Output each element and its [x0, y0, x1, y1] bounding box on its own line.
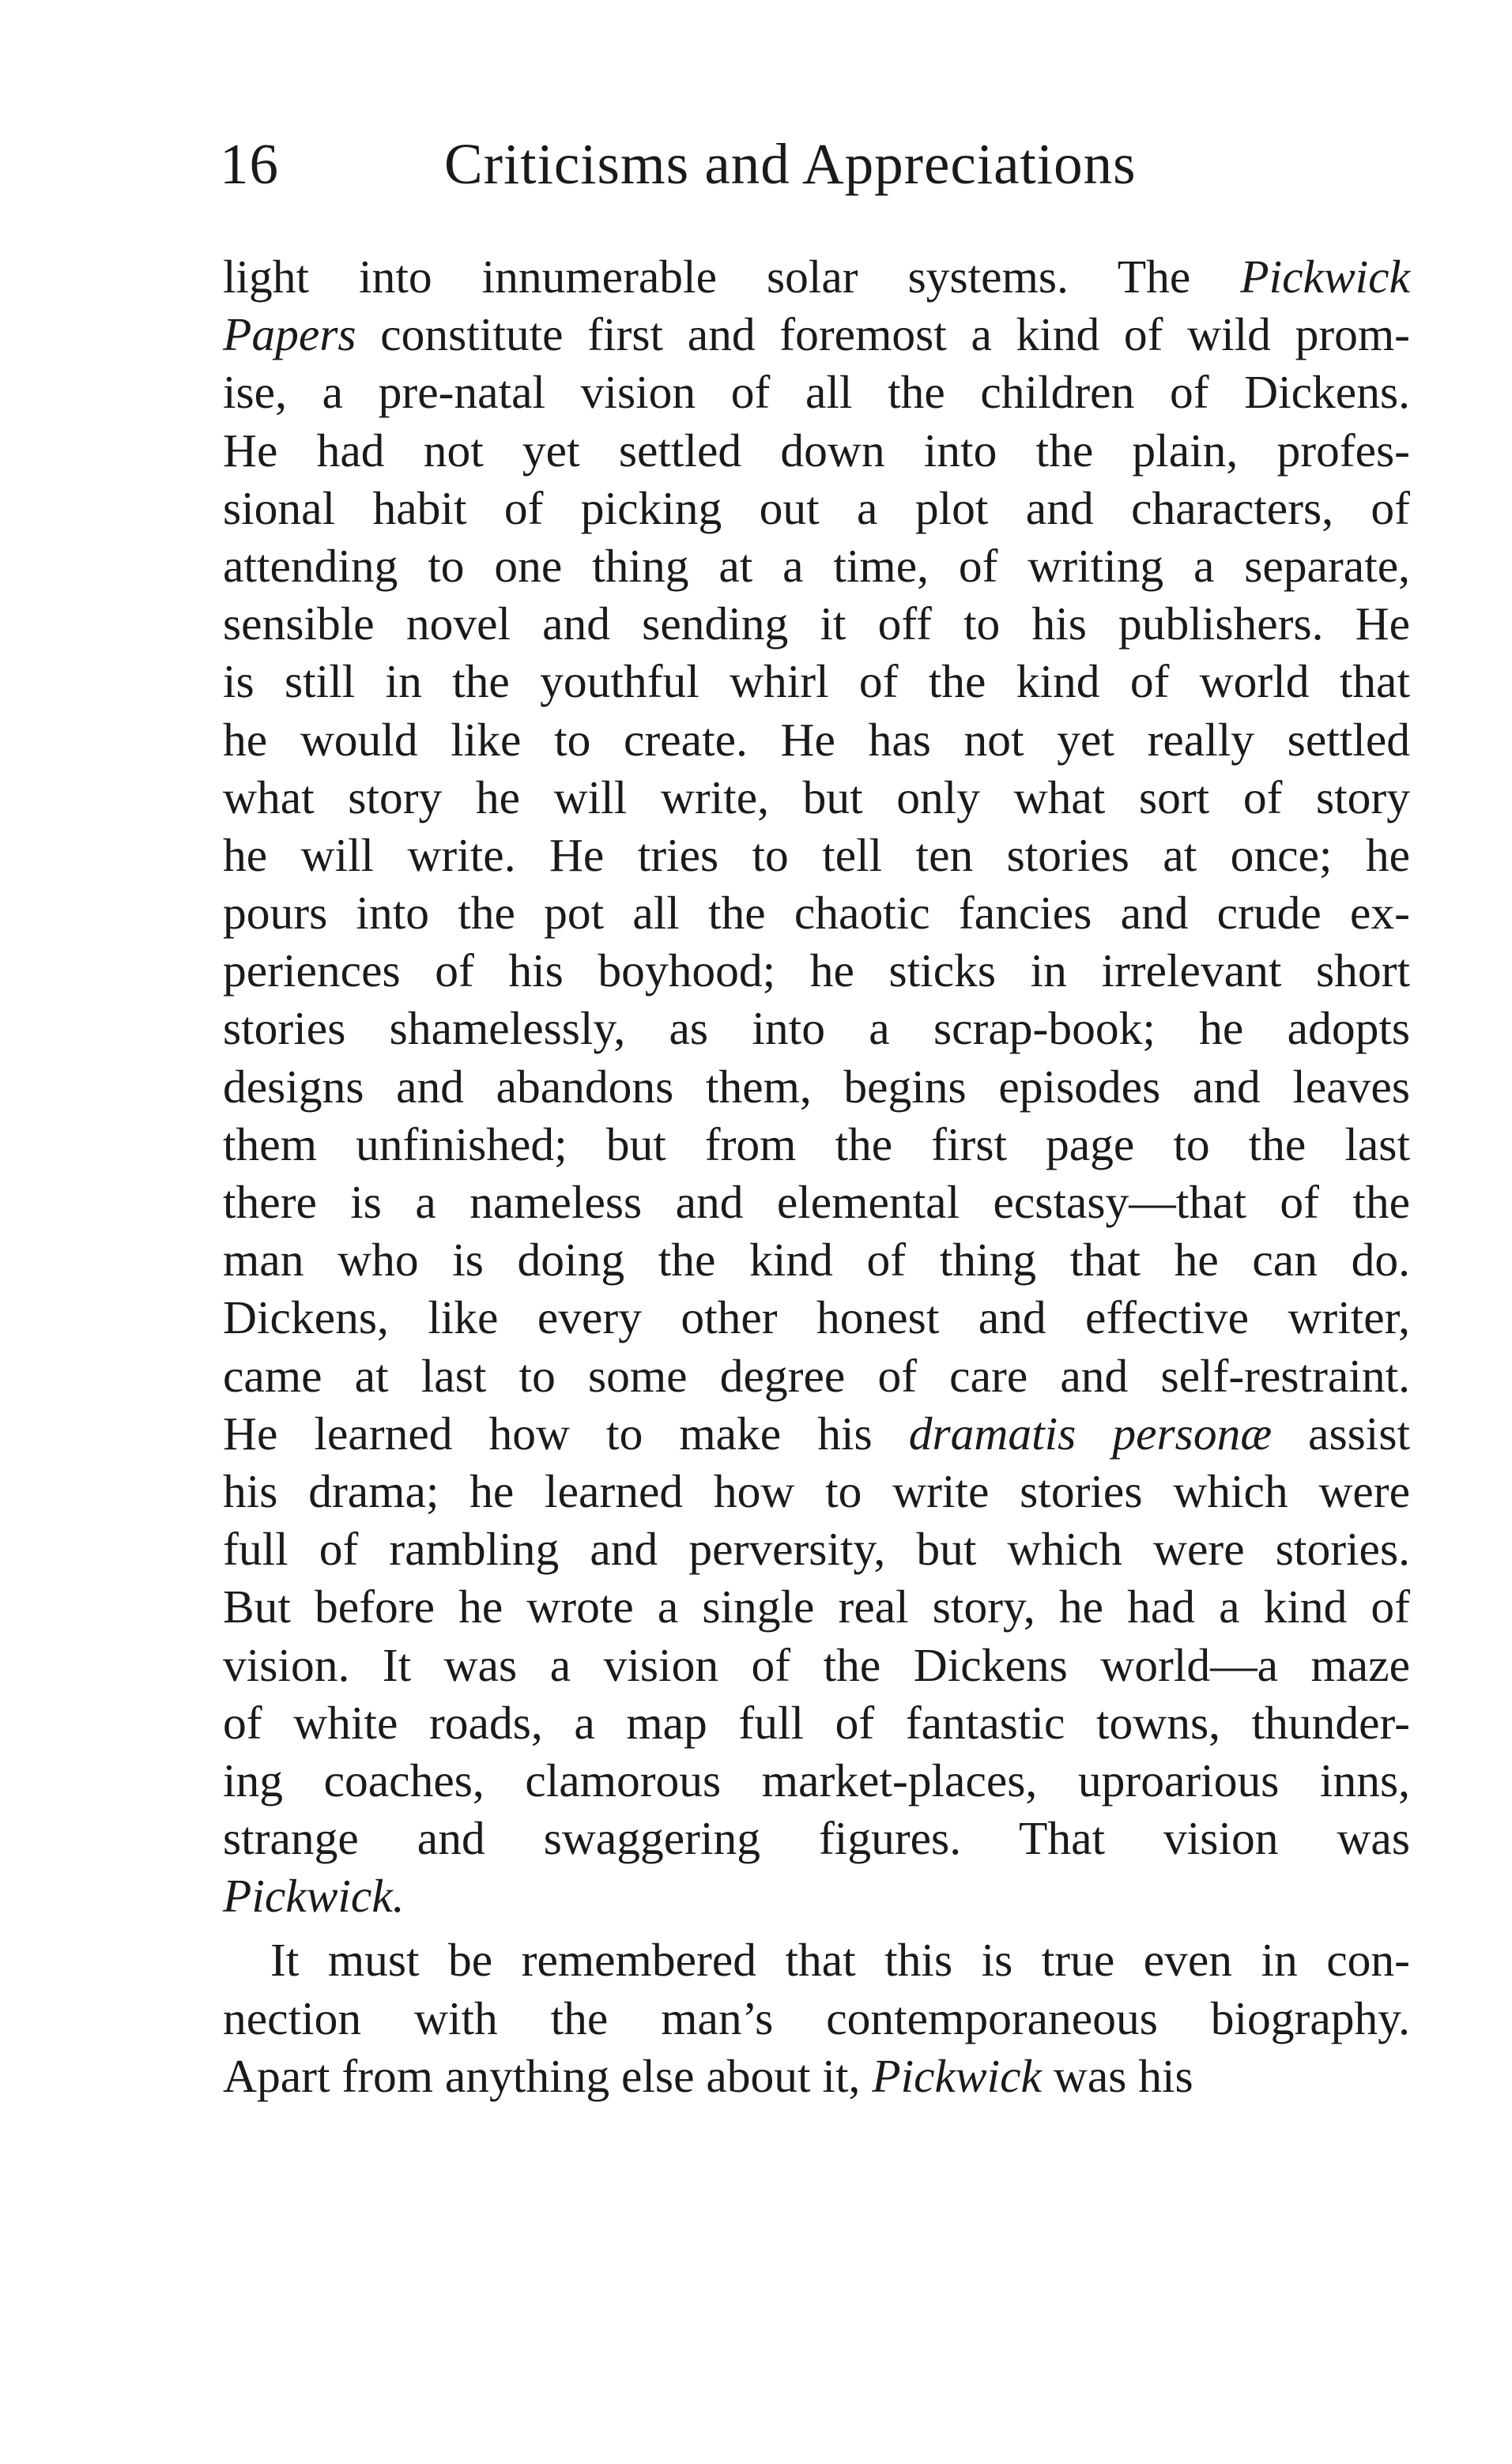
text-line [223, 2048, 1410, 2105]
italic-text: dramatis personæ [908, 1407, 1273, 1460]
text-line [223, 1231, 1410, 1289]
text-line [223, 1867, 1410, 1925]
text-line [223, 884, 1410, 942]
text-line [223, 1810, 1410, 1867]
text-segment: came at last to some degree of care and self-restraint. [223, 1349, 1410, 1402]
text-segment: ing coaches, clamorous market-places, uproarious inns, [223, 1754, 1410, 1807]
paragraph [223, 248, 1410, 1925]
text-line [223, 248, 1410, 306]
text-segment: full of rambling and perversity, but which were stories. [223, 1523, 1410, 1576]
text-segment: But before he wrote a single real story, he had a kind of [223, 1581, 1410, 1633]
text-segment: he would like to create. He has not yet really settled [223, 713, 1410, 766]
text-line [223, 1931, 1410, 1989]
italic-text: Pickwick. [223, 1870, 405, 1923]
text-line [223, 595, 1410, 653]
text-segment: there is a nameless and elemental ecstasy—that of the [223, 1176, 1410, 1228]
italic-text: Papers [223, 308, 356, 361]
text-segment: man who is doing the kind of thing that he can do. [223, 1234, 1410, 1287]
text-segment: nection with the man’s contemporaneous biography. [223, 1991, 1410, 2044]
text-line [223, 1463, 1410, 1520]
text-line [223, 480, 1410, 537]
running-title: Criticisms and Appreciations [444, 132, 1137, 196]
text-segment: ise, a pre-natal vision of all the children of Dickens. [223, 366, 1410, 419]
text-line [223, 1990, 1410, 2048]
text-line [223, 1174, 1410, 1231]
text-segment: his drama; he learned how to write stories which were [223, 1464, 1410, 1517]
text-line [223, 537, 1410, 595]
text-segment: designs and abandons them, begins episodes and leaves [223, 1060, 1410, 1113]
page-number: 16 [220, 132, 279, 196]
text-line [223, 364, 1410, 421]
paragraph-gap [223, 1925, 1410, 1931]
text-segment: sional habit of picking out a plot and characters, of [223, 481, 1410, 534]
italic-text: Pickwick [872, 2049, 1042, 2102]
text-segment: sensible novel and sending it off to his publishers. He [223, 597, 1410, 650]
text-line [223, 942, 1410, 1000]
text-segment: He learned how to make his [223, 1407, 909, 1460]
text-segment: strange and swaggering figures. That vision was [223, 1812, 1410, 1865]
text-line [223, 1347, 1410, 1405]
text-segment: was his [1041, 2049, 1193, 2102]
text-segment: he will write. He tries to tell ten stories at once; he [223, 828, 1410, 881]
text-line [223, 711, 1410, 769]
text-line [223, 422, 1410, 480]
body-text [223, 248, 1410, 2105]
text-line [223, 1578, 1410, 1636]
text-line [223, 1058, 1410, 1116]
text-line [223, 306, 1410, 364]
text-segment: is still in the youthful whirl of the kind of world that [223, 655, 1410, 708]
text-line [223, 1116, 1410, 1174]
text-line [223, 769, 1410, 827]
text-segment: He had not yet settled down into the plain, profes- [223, 424, 1410, 477]
text-segment: light into innumerable solar systems. The [223, 251, 1241, 303]
text-line [223, 653, 1410, 710]
text-line [223, 1752, 1410, 1810]
text-segment: periences of his boyhood; he sticks in irrelevant short [223, 944, 1410, 997]
text-segment: stories shamelessly, as into a scrap-book; he adopts [223, 1002, 1410, 1055]
text-segment: It must be remembered that this is true even in con- [270, 1934, 1410, 1987]
text-segment: what story he will write, but only what sort of story [223, 770, 1410, 823]
text-segment: constitute first and foremost a kind of wild prom- [356, 308, 1410, 361]
paragraph [223, 1931, 1410, 2105]
text-line [223, 1637, 1410, 1694]
text-line [223, 1000, 1410, 1057]
running-head [220, 125, 1405, 204]
text-segment: vision. It was a vision of the Dickens world—a maze [223, 1638, 1410, 1691]
text-segment: assist [1272, 1407, 1411, 1460]
text-segment: pours into the pot all the chaotic fancies and crude ex- [223, 887, 1410, 940]
text-segment: Apart from anything else about it, [223, 2049, 873, 2102]
text-line [223, 1694, 1410, 1752]
text-segment: attending to one thing at a time, of writing a separate, [223, 539, 1410, 592]
text-line [223, 1405, 1410, 1463]
text-line [223, 1289, 1410, 1347]
text-segment: of white roads, a map full of fantastic towns, thunder- [223, 1696, 1410, 1749]
text-segment: them unfinished; but from the first page to the last [223, 1117, 1410, 1170]
italic-text: Pickwick [1240, 251, 1410, 303]
text-segment: Dickens, like every other honest and effective writer, [223, 1291, 1410, 1344]
text-line [223, 827, 1410, 884]
text-line [223, 1520, 1410, 1578]
